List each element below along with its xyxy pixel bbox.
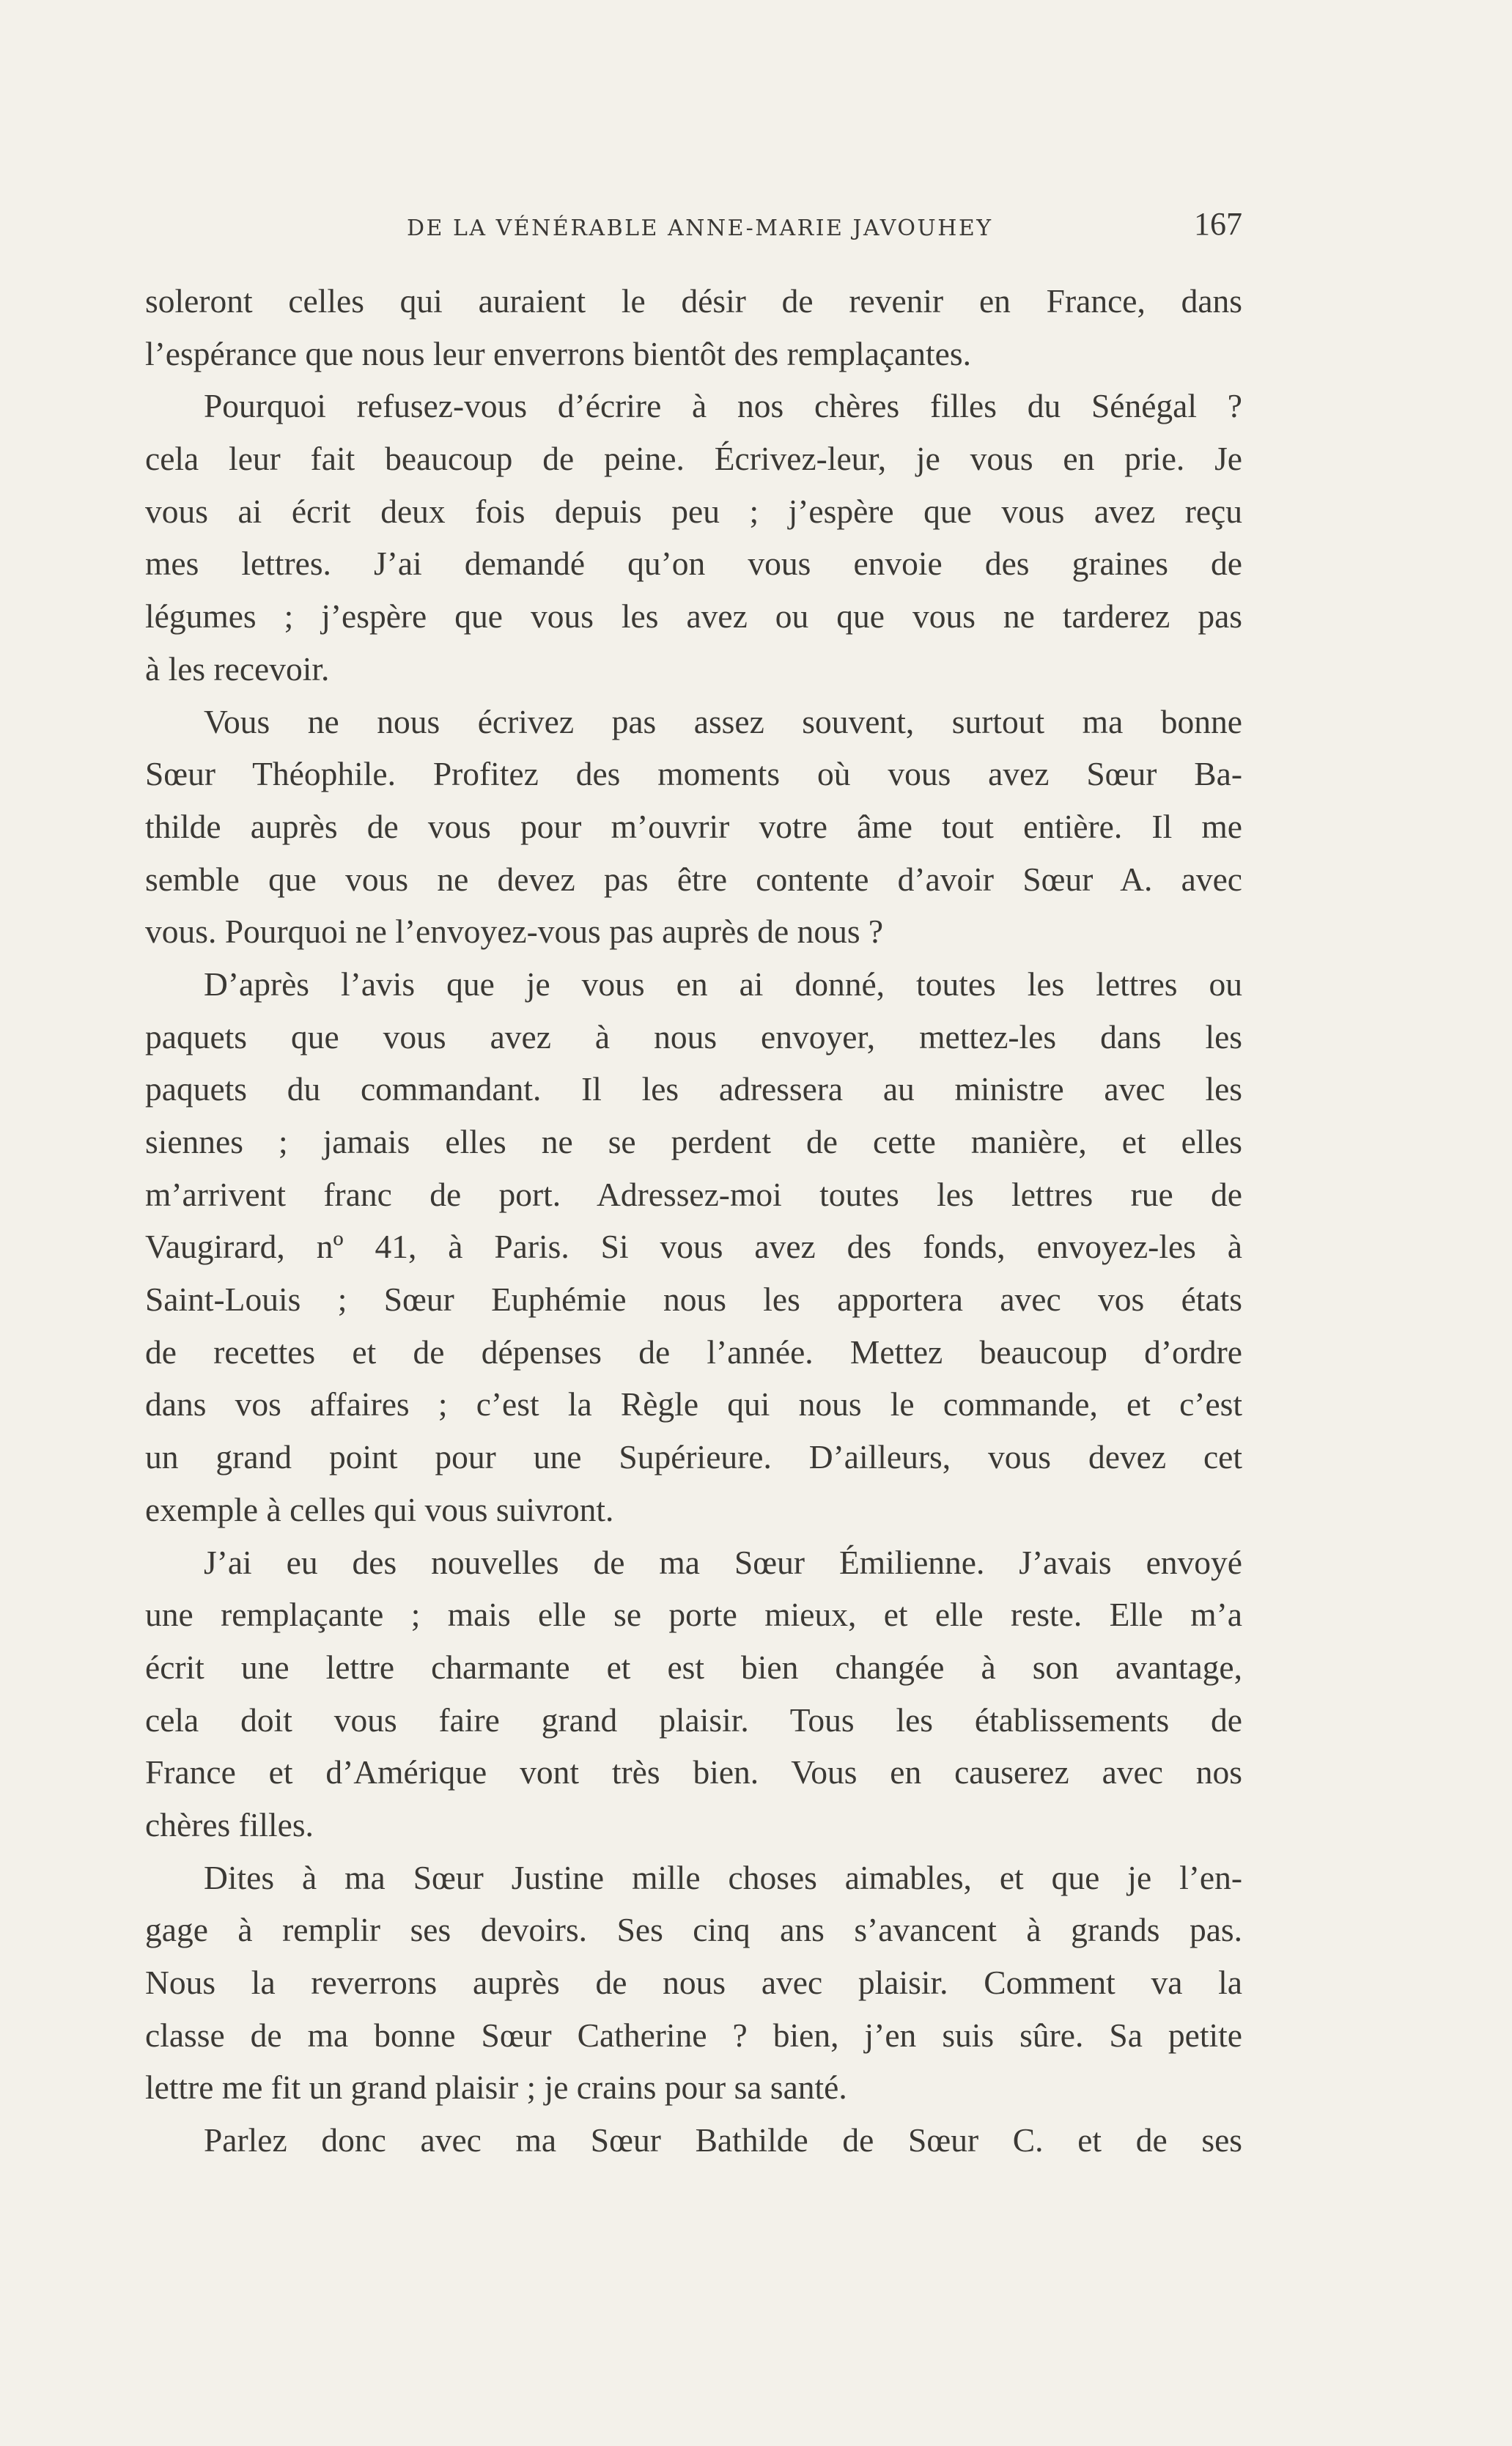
text-line: Dites à ma Sœur Justine mille choses aimables, et que je l’en- — [204, 1858, 1242, 1896]
text-line: une remplaçante ; mais elle se porte mieux, et elle reste. Elle m’a — [145, 1596, 1242, 1634]
text-line: légumes ; j’espère que vous les avez ou que vous ne tarderez pas — [145, 597, 1242, 636]
text-line: semble que vous ne devez pas être contente d’avoir Sœur A. avec — [145, 860, 1242, 898]
text-line: Sœur Théophile. Profitez des moments où vous avez Sœur Ba- — [145, 755, 1242, 793]
text-line: écrit une lettre charmante et est bien changée à son avantage, — [145, 1648, 1242, 1686]
text-line: Parlez donc avec ma Sœur Bathilde de Sœur C. et de ses — [204, 2121, 1242, 2159]
text-line: Pourquoi refusez-vous d’écrire à nos chères filles du Sénégal ? — [204, 387, 1242, 425]
text-line: l’espérance que nous leur enverrons bientôt des remplaçantes. — [145, 334, 971, 372]
text-line: dans vos affaires ; c’est la Règle qui nous le commande, et c’est — [145, 1385, 1242, 1423]
body-text — [145, 275, 1242, 2167]
text-line: soleront celles qui auraient le désir de revenir en France, dans — [145, 282, 1242, 320]
text-line: J’ai eu des nouvelles de ma Sœur Émilienne. J’avais envoyé — [204, 1543, 1242, 1581]
text-line: siennes ; jamais elles ne se perdent de cette manière, et elles — [145, 1123, 1242, 1160]
text-line: paquets que vous avez à nous envoyer, mettez-les dans les — [145, 1017, 1242, 1056]
text-line: Vaugirard, nº 41, à Paris. Si vous avez des fonds, envoyez-les à — [145, 1228, 1242, 1266]
text-line: de recettes et de dépenses de l’année. Mettez beaucoup d’ordre — [145, 1333, 1242, 1371]
text-line: France et d’Amérique vont très bien. Vous en causerez avec nos — [145, 1753, 1242, 1791]
text-line: Nous la reverrons auprès de nous avec plaisir. Comment va la — [145, 1964, 1242, 2001]
text-line: classe de ma bonne Sœur Catherine ? bien, j’en suis sûre. Sa petite — [145, 2016, 1242, 2054]
text-line: thilde auprès de vous pour m’ouvrir votre âme tout entière. Il me — [145, 807, 1242, 845]
page-number: 167 — [1194, 206, 1242, 242]
text-line: vous ai écrit deux fois depuis peu ; j’espère que vous avez reçu — [145, 492, 1242, 530]
text-line: m’arrivent franc de port. Adressez-moi toutes les lettres rue de — [145, 1175, 1242, 1213]
text-line: cela doit vous faire grand plaisir. Tous les établissements de — [145, 1701, 1242, 1739]
text-line: lettre me fit un grand plaisir ; je crains pour sa santé. — [145, 2069, 847, 2107]
text-line: Vous ne nous écrivez pas assez souvent, surtout ma bonne — [204, 702, 1242, 740]
text-line: vous. Pourquoi ne l’envoyez-vous pas auprès de nous ? — [145, 913, 884, 951]
text-line: cela leur fait beaucoup de peine. Écrivez-leur, je vous en prie. Je — [145, 440, 1242, 478]
text-line: gage à remplir ses devoirs. Ses cinq ans s’avancent à grands pas. — [145, 1911, 1242, 1949]
text-line: exemple à celles qui vous suivront. — [145, 1490, 614, 1528]
text-line: mes lettres. J’ai demandé qu’on vous envoie des graines de — [145, 545, 1242, 583]
text-line: à les recevoir. — [145, 649, 330, 688]
text-line: chères filles. — [145, 1805, 314, 1843]
text-line: Saint-Louis ; Sœur Euphémie nous les apportera avec vos états — [145, 1281, 1242, 1319]
running-title: DE LA VÉNÉRABLE ANNE-MARIE JAVOUHEY — [407, 216, 993, 241]
text-line: un grand point pour une Supérieure. D’ailleurs, vous devez cet — [145, 1438, 1242, 1476]
running-head — [145, 205, 1242, 249]
text-line: paquets du commandant. Il les adressera au ministre avec les — [145, 1070, 1242, 1108]
text-line: D’après l’avis que je vous en ai donné, toutes les lettres ou — [204, 965, 1242, 1003]
